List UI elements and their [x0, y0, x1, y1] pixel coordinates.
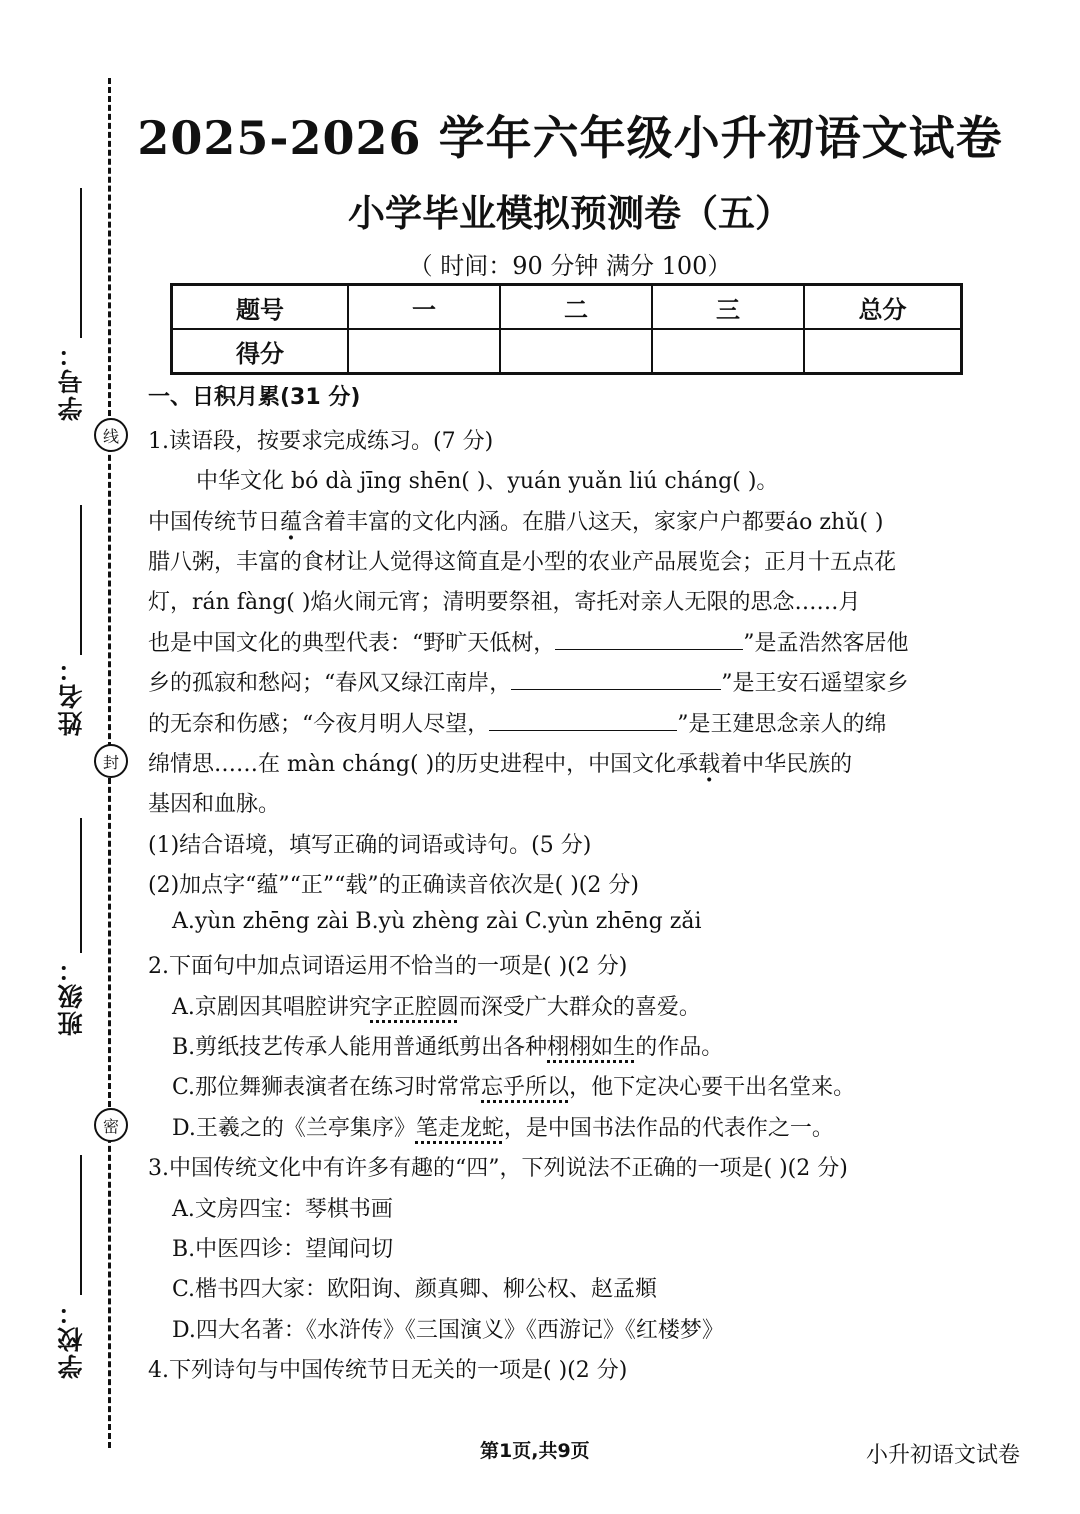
text-span: 含着丰富的文化内涵。在腊八这天，家家户户都要áo zhǔ( )	[302, 510, 884, 535]
option-c	[172, 1070, 855, 1101]
text-span: ，他下定决心要干出名堂来。	[569, 1075, 856, 1100]
text-span: ”是王建思念亲人的绵	[677, 712, 887, 737]
exam-subtitle: 小学毕业模拟预测卷（五）	[348, 192, 792, 235]
footer-exam-name: 小升初语文试卷	[866, 1443, 1021, 1468]
text-span: 而深受广大群众的喜爱。	[458, 995, 701, 1020]
score-cell[interactable]	[804, 329, 962, 374]
score-header-cell: 三	[652, 285, 804, 330]
score-header-cell: 题号	[172, 285, 349, 330]
text-span: 也是中国文化的典型代表：“野旷天低树，	[148, 631, 556, 656]
text-span: ”是孟浩然客居他	[743, 631, 909, 656]
class-line[interactable]	[80, 818, 82, 953]
score-cell[interactable]	[348, 329, 500, 374]
school-label: 学校：	[57, 1298, 86, 1379]
passage-line	[148, 505, 883, 536]
text-span: ”是王安石遥望家乡	[721, 671, 909, 696]
section-heading: 一、日积月累(31 分)	[148, 385, 361, 410]
seal-xian: 线	[94, 418, 128, 452]
passage-line: 基因和血脉。	[148, 792, 281, 817]
passage-line	[148, 747, 852, 778]
passage-line	[148, 707, 887, 738]
seal-mi: 密	[94, 1108, 128, 1142]
option-a: A.文房四宝：琴棋书画	[172, 1197, 393, 1222]
answer-blank[interactable]	[555, 631, 743, 650]
question-3: 3.中国传统文化中有许多有趣的“四”，下列说法不正确的一项是( )(2 分)	[148, 1156, 848, 1181]
sub-question-2-options: A.yùn zhēng zài B.yù zhèng zài C.yùn zhēng zǎi	[172, 909, 702, 934]
text-span: D.王羲之的《兰亭集序》	[172, 1116, 416, 1141]
score-header-cell: 总分	[804, 285, 962, 330]
exam-title: 2025-2026 学年六年级小升初语文试卷	[137, 111, 1003, 165]
text-span: 中国传统节日	[148, 510, 281, 535]
text-span: 的作品。	[635, 1035, 724, 1060]
option-b	[172, 1030, 723, 1061]
option-d	[172, 1111, 834, 1142]
text-span: C.那位舞狮表演者在练习时常常	[172, 1075, 482, 1100]
name-line[interactable]	[80, 505, 82, 655]
text-span: B.剪纸技艺传承人能用普通纸剪出各种	[172, 1035, 548, 1060]
dotted-word: 栩栩如生	[547, 1035, 636, 1060]
dotted-word: 忘乎所以	[481, 1075, 570, 1100]
passage-line	[148, 666, 909, 697]
dotted-char: 载	[698, 752, 721, 777]
school-line[interactable]	[80, 1155, 82, 1295]
answer-blank[interactable]	[511, 671, 721, 690]
passage-line: 灯，rán fàng( )焰火闹元宵；清明要祭祖，寄托对亲人无限的思念……月	[148, 590, 861, 615]
class-label: 班级：	[57, 955, 86, 1036]
score-header-cell: 二	[500, 285, 652, 330]
text-span: 的无奈和伤感；“今夜月明人尽望，	[148, 712, 490, 737]
answer-blank[interactable]	[489, 712, 677, 731]
sub-question-2: (2)加点字“蕴”“正”“载”的正确读音依次是( )(2 分)	[148, 873, 639, 898]
page-number: 第1页,共9页	[480, 1440, 590, 1462]
question-2: 2.下面句中加点词语运用不恰当的一项是( )(2 分)	[148, 954, 628, 979]
student-id-label: 学号：	[57, 340, 86, 421]
text-span: 着中华民族的	[720, 752, 853, 777]
dotted-word: 字正腔圆	[370, 995, 459, 1020]
option-a	[172, 990, 701, 1021]
option-b: B.中医四诊：望闻问切	[172, 1237, 394, 1262]
question-4: 4.下列诗句与中国传统节日无关的一项是( )(2 分)	[148, 1358, 628, 1383]
passage-line: 腊八粥，丰富的食材让人觉得这简直是小型的农业产品展览会；正月十五点花	[148, 550, 897, 575]
sub-question-1: (1)结合语境，填写正确的词语或诗句。(5 分)	[148, 833, 592, 858]
option-c: C.楷书四大家：欧阳询、颜真卿、柳公权、赵孟頫	[172, 1277, 658, 1302]
score-row-label: 得分	[172, 329, 349, 374]
name-label: 姓名：	[57, 655, 86, 736]
text-span: 绵情思……在 màn cháng( )的历史进程中，中国文化承	[148, 752, 699, 777]
score-cell[interactable]	[652, 329, 804, 374]
dotted-word: 笔走龙蛇	[415, 1116, 504, 1141]
text-span: 乡的孤寂和愁闷；“春风又绿江南岸，	[148, 671, 512, 696]
seal-feng: 封	[94, 744, 128, 778]
question-1: 1.读语段，按要求完成练习。(7 分)	[148, 429, 494, 454]
text-span: ，是中国书法作品的代表作之一。	[503, 1116, 834, 1141]
score-header-cell: 一	[348, 285, 500, 330]
score-table	[170, 283, 963, 375]
text-span: A.京剧因其唱腔讲究	[172, 995, 371, 1020]
passage-line	[148, 626, 909, 657]
score-cell[interactable]	[500, 329, 652, 374]
passage-line: 中华文化 bó dà jīng shēn( )、yuán yuǎn liú cháng( )。	[196, 469, 779, 494]
dotted-char: 蕴	[280, 510, 303, 535]
option-d: D.四大名著：《水浒传》《三国演义》《西游记》《红楼梦》	[172, 1318, 724, 1343]
exam-info: （ 时间：90 分钟 满分 100）	[408, 252, 732, 280]
